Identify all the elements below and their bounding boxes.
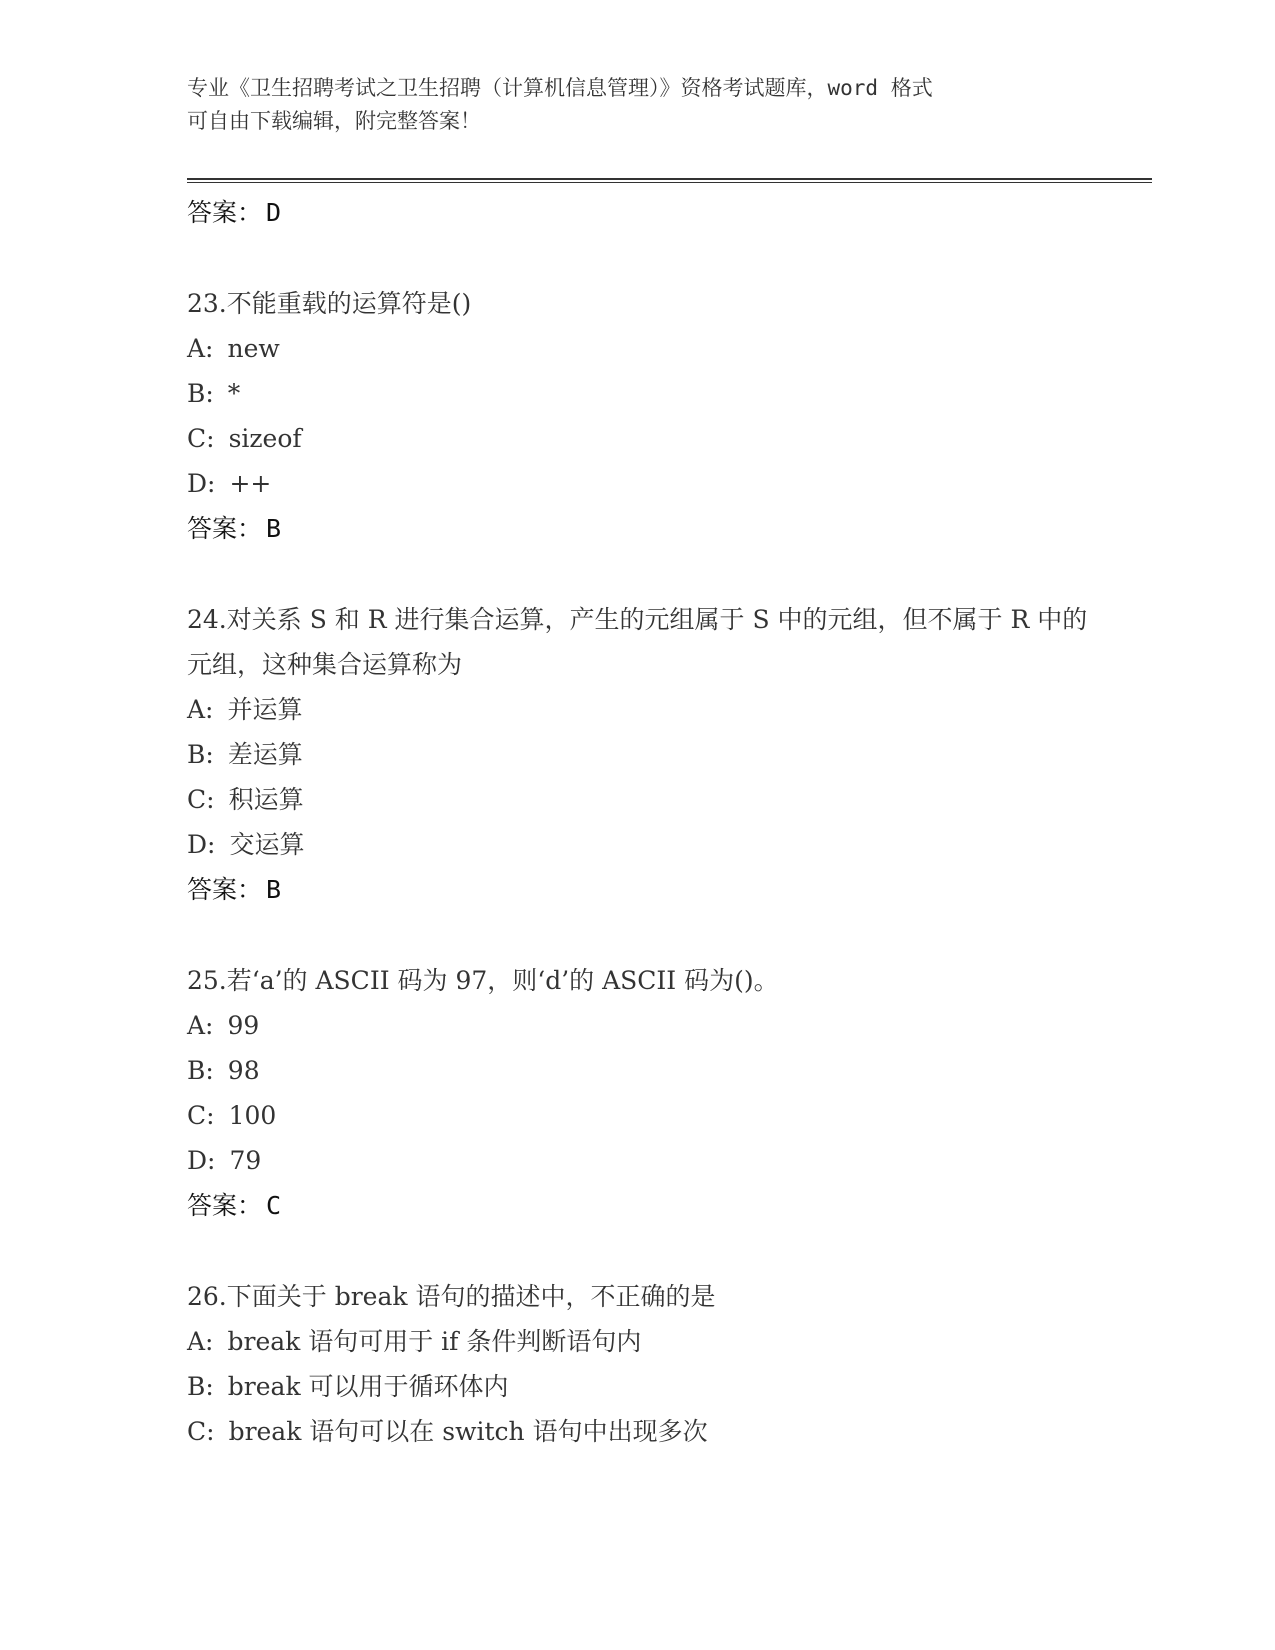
option-letter: C:: [187, 785, 215, 814]
option-b: [187, 732, 1107, 777]
answer-value: D: [266, 198, 282, 227]
option-letter: C:: [187, 1417, 215, 1446]
option-c: [187, 1093, 1107, 1138]
answer-label: 答案：: [187, 198, 263, 227]
option-letter: A:: [187, 1011, 214, 1040]
question-gap: [187, 235, 1107, 281]
option-text: 积运算: [228, 785, 304, 814]
answer-line: [187, 506, 1107, 551]
option-c: [187, 416, 1107, 461]
header-line-1: 专业《卫生招聘考试之卫生招聘（计算机信息管理）》资格考试题库，word 格式: [187, 76, 933, 100]
option-text: 交运算: [229, 830, 305, 859]
question-text: 26.下面关于 break 语句的描述中，不正确的是: [187, 1282, 716, 1311]
header-line-2: 可自由下载编辑，附完整答案！: [187, 109, 481, 133]
question-25: [187, 958, 1107, 1228]
answer-value: C: [266, 1191, 282, 1220]
option-a: [187, 1319, 1107, 1364]
question-list: [187, 190, 1107, 1454]
answer-value: B: [266, 875, 282, 904]
answer-value: B: [266, 514, 282, 543]
option-text: ++: [229, 469, 272, 498]
question-26: [187, 1274, 1107, 1454]
option-letter: B:: [187, 1372, 214, 1401]
option-text: 100: [228, 1101, 277, 1130]
option-b: [187, 371, 1107, 416]
option-text: 99: [227, 1011, 260, 1040]
document-header: [187, 72, 1087, 138]
option-b: [187, 1364, 1107, 1409]
option-text: new: [227, 334, 280, 363]
option-b: [187, 1048, 1107, 1093]
answer-line: [187, 867, 1107, 912]
option-letter: A:: [187, 334, 214, 363]
option-a: [187, 687, 1107, 732]
option-letter: B:: [187, 379, 214, 408]
question-text: 24.对关系 S 和 R 进行集合运算，产生的元组属于 S 中的元组，但不属于 R 中的元组，这种集合运算称为: [187, 605, 1088, 679]
option-letter: B:: [187, 1056, 214, 1085]
header-rule-thin: [187, 182, 1152, 183]
answer-label: 答案：: [187, 875, 263, 904]
option-letter: C:: [187, 1101, 215, 1130]
option-d: [187, 1138, 1107, 1183]
question-text: 25.若‘a’的 ASCII 码为 97，则‘d’的 ASCII 码为()。: [187, 966, 779, 995]
header-rule-thick: [187, 178, 1152, 180]
option-text: *: [227, 379, 241, 408]
option-letter: D:: [187, 830, 216, 859]
answer-label: 答案：: [187, 1191, 263, 1220]
option-text: break 语句可以在 switch 语句中出现多次: [228, 1417, 708, 1446]
answer-line: [187, 190, 1107, 235]
option-letter: C:: [187, 424, 215, 453]
option-text: 差运算: [227, 740, 303, 769]
question-gap: [187, 912, 1107, 958]
question-text: 23.不能重载的运算符是(): [187, 289, 472, 318]
option-text: 并运算: [227, 695, 303, 724]
option-text: 79: [229, 1146, 262, 1175]
option-c: [187, 777, 1107, 822]
question-24: [187, 597, 1107, 912]
option-c: [187, 1409, 1107, 1454]
option-text: sizeof: [228, 424, 302, 453]
option-letter: A:: [187, 1327, 214, 1356]
question-gap: [187, 551, 1107, 597]
option-letter: B:: [187, 740, 214, 769]
option-letter: D:: [187, 469, 216, 498]
option-letter: D:: [187, 1146, 216, 1175]
answer-label: 答案：: [187, 514, 263, 543]
option-text: break 可以用于循环体内: [227, 1372, 509, 1401]
question-23: [187, 281, 1107, 551]
option-a: [187, 326, 1107, 371]
option-d: [187, 822, 1107, 867]
option-text: 98: [227, 1056, 260, 1085]
option-text: break 语句可用于 if 条件判断语句内: [227, 1327, 642, 1356]
option-a: [187, 1003, 1107, 1048]
answer-line: [187, 1183, 1107, 1228]
option-letter: A:: [187, 695, 214, 724]
question-gap: [187, 1228, 1107, 1274]
option-d: [187, 461, 1107, 506]
